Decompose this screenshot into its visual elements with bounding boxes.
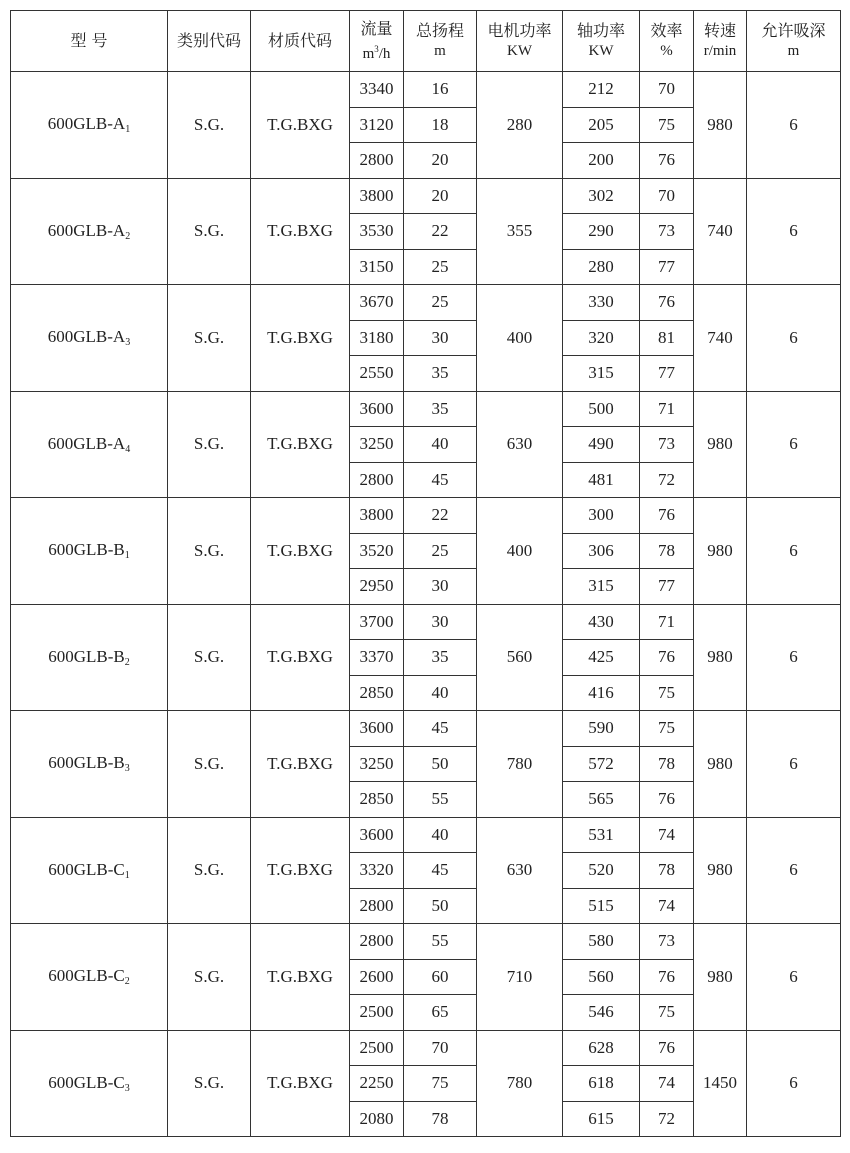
table-row: [11, 72, 841, 108]
model-cell: [11, 924, 168, 1031]
motor-power-cell: 710: [477, 924, 563, 1031]
flow-cell: 3370: [350, 640, 404, 676]
shaft-power-cell: 430: [563, 604, 640, 640]
header-flow-unit: $m^3/h$: [362, 43, 391, 62]
shaft-power-cell: 481: [563, 462, 640, 498]
model-cell: [11, 604, 168, 711]
model-cell: [11, 711, 168, 818]
table-row: [11, 285, 841, 321]
shaft-power-cell: 546: [563, 995, 640, 1031]
efficiency-cell: 73: [640, 427, 694, 463]
speed-cell: 980: [694, 817, 747, 924]
efficiency-cell: 78: [640, 746, 694, 782]
efficiency-cell: 76: [640, 782, 694, 818]
model-cell: [11, 178, 168, 285]
suction-cell: 6: [747, 285, 841, 392]
head-cell: 35: [404, 391, 477, 427]
shaft-power-cell: 560: [563, 959, 640, 995]
flow-cell: 3700: [350, 604, 404, 640]
category-cell: S.G.: [168, 711, 251, 818]
speed-cell: 740: [694, 285, 747, 392]
head-cell: 65: [404, 995, 477, 1031]
flow-cell: 3530: [350, 214, 404, 250]
model-code: 600GLB-A: [47, 433, 126, 453]
flow-cell: 2950: [350, 569, 404, 605]
header-suction-label: 允许吸深: [761, 21, 826, 40]
flow-cell: 3670: [350, 285, 404, 321]
material-cell: T.G.BXG: [251, 817, 350, 924]
head-cell: 35: [404, 640, 477, 676]
efficiency-cell: 72: [640, 1101, 694, 1137]
shaft-power-cell: 520: [563, 853, 640, 889]
material-cell: T.G.BXG: [251, 285, 350, 392]
model-subscript: 3: [124, 1082, 130, 1094]
speed-cell: 980: [694, 604, 747, 711]
efficiency-cell: 75: [640, 107, 694, 143]
header-head: [404, 11, 477, 72]
flow-cell: 3800: [350, 178, 404, 214]
model-code: 600GLB-B: [48, 540, 125, 560]
shaft-power-cell: 500: [563, 391, 640, 427]
model-code: 600GLB-A: [47, 114, 126, 134]
suction-cell: 6: [747, 391, 841, 498]
head-cell: 22: [404, 498, 477, 534]
flow-cell: 2080: [350, 1101, 404, 1137]
head-cell: 40: [404, 675, 477, 711]
efficiency-cell: 75: [640, 675, 694, 711]
category-cell: S.G.: [168, 178, 251, 285]
table-row: [11, 498, 841, 534]
shaft-power-cell: 306: [563, 533, 640, 569]
model-subscript: 1: [125, 124, 131, 136]
efficiency-cell: 76: [640, 498, 694, 534]
flow-cell: 3340: [350, 72, 404, 108]
header-shaft-power: [563, 11, 640, 72]
header-efficiency-unit: %: [660, 43, 673, 59]
model-subscript: 1: [124, 550, 130, 562]
efficiency-cell: 70: [640, 72, 694, 108]
model-subscript: 2: [124, 976, 130, 988]
flow-cell: 2550: [350, 356, 404, 392]
flow-cell: 3600: [350, 817, 404, 853]
model-subscript: 4: [125, 443, 131, 455]
motor-power-cell: 400: [477, 498, 563, 605]
material-cell: T.G.BXG: [251, 924, 350, 1031]
speed-cell: 1450: [694, 1030, 747, 1137]
efficiency-cell: 78: [640, 853, 694, 889]
efficiency-cell: 74: [640, 817, 694, 853]
model-subscript: 1: [124, 869, 130, 881]
shaft-power-cell: 315: [563, 356, 640, 392]
header-shaft-power-unit: KW: [588, 43, 614, 59]
shaft-power-cell: 425: [563, 640, 640, 676]
model-subscript: 2: [125, 230, 131, 242]
shaft-power-cell: 490: [563, 427, 640, 463]
shaft-power-cell: 205: [563, 107, 640, 143]
efficiency-cell: 76: [640, 959, 694, 995]
efficiency-cell: 74: [640, 888, 694, 924]
head-cell: 60: [404, 959, 477, 995]
head-cell: 16: [404, 72, 477, 108]
efficiency-cell: 77: [640, 356, 694, 392]
category-cell: S.G.: [168, 924, 251, 1031]
suction-cell: 6: [747, 178, 841, 285]
head-cell: 18: [404, 107, 477, 143]
flow-cell: 3520: [350, 533, 404, 569]
material-cell: T.G.BXG: [251, 72, 350, 179]
model-code: 600GLB-A: [47, 327, 126, 347]
shaft-power-cell: 212: [563, 72, 640, 108]
model-cell: [11, 72, 168, 179]
shaft-power-cell: 280: [563, 249, 640, 285]
head-cell: 78: [404, 1101, 477, 1137]
flow-cell: 3250: [350, 427, 404, 463]
flow-cell: 3150: [350, 249, 404, 285]
flow-cell: 2600: [350, 959, 404, 995]
material-cell: T.G.BXG: [251, 391, 350, 498]
material-cell: T.G.BXG: [251, 1030, 350, 1137]
head-cell: 40: [404, 427, 477, 463]
efficiency-cell: 71: [640, 391, 694, 427]
shaft-power-cell: 320: [563, 320, 640, 356]
model-subscript: 2: [124, 656, 130, 668]
material-cell: T.G.BXG: [251, 711, 350, 818]
shaft-power-cell: 572: [563, 746, 640, 782]
model-code: 600GLB-A: [47, 220, 126, 240]
efficiency-cell: 75: [640, 711, 694, 747]
flow-cell: 2800: [350, 143, 404, 179]
efficiency-cell: 76: [640, 1030, 694, 1066]
head-cell: 25: [404, 249, 477, 285]
header-speed: [694, 11, 747, 72]
model-cell: [11, 285, 168, 392]
head-cell: 50: [404, 888, 477, 924]
header-head-unit: m: [434, 43, 446, 59]
motor-power-cell: 630: [477, 817, 563, 924]
head-cell: 50: [404, 746, 477, 782]
model-code: 600GLB-C: [48, 966, 125, 986]
header-efficiency-label: 效率: [650, 21, 683, 40]
header-speed-label: 转速: [703, 21, 736, 40]
motor-power-cell: 355: [477, 178, 563, 285]
table-row: [11, 711, 841, 747]
category-cell: S.G.: [168, 391, 251, 498]
shaft-power-cell: 565: [563, 782, 640, 818]
flow-cell: 2800: [350, 462, 404, 498]
header-material-label: 材质代码: [267, 31, 332, 50]
model-code: 600GLB-B: [48, 753, 125, 773]
header-model-label: 型 号: [70, 31, 108, 50]
efficiency-cell: 71: [640, 604, 694, 640]
head-cell: 30: [404, 604, 477, 640]
efficiency-cell: 76: [640, 285, 694, 321]
efficiency-cell: 70: [640, 178, 694, 214]
flow-cell: 2850: [350, 675, 404, 711]
material-cell: T.G.BXG: [251, 604, 350, 711]
head-cell: 30: [404, 320, 477, 356]
suction-cell: 6: [747, 817, 841, 924]
flow-cell: 3180: [350, 320, 404, 356]
header-flow: [350, 11, 404, 72]
model-code: 600GLB-C: [48, 859, 125, 879]
speed-cell: 740: [694, 178, 747, 285]
header-category-label: 类别代码: [176, 31, 241, 50]
model-cell: [11, 498, 168, 605]
shaft-power-cell: 628: [563, 1030, 640, 1066]
efficiency-cell: 77: [640, 569, 694, 605]
table-body: [11, 72, 841, 1137]
model-code: 600GLB-C: [48, 1072, 125, 1092]
efficiency-cell: 81: [640, 320, 694, 356]
model-subscript: 3: [125, 337, 131, 349]
motor-power-cell: 630: [477, 391, 563, 498]
head-cell: 22: [404, 214, 477, 250]
flow-cell: 3320: [350, 853, 404, 889]
efficiency-cell: 78: [640, 533, 694, 569]
head-cell: 20: [404, 143, 477, 179]
head-cell: 20: [404, 178, 477, 214]
header-model: [11, 11, 168, 72]
head-cell: 30: [404, 569, 477, 605]
efficiency-cell: 75: [640, 995, 694, 1031]
motor-power-cell: 560: [477, 604, 563, 711]
table-row: [11, 924, 841, 960]
model-cell: [11, 817, 168, 924]
shaft-power-cell: 416: [563, 675, 640, 711]
table-row: [11, 1030, 841, 1066]
motor-power-cell: 780: [477, 711, 563, 818]
header-head-label: 总扬程: [415, 21, 464, 40]
model-subscript: 3: [124, 763, 130, 775]
flow-cell: 2800: [350, 924, 404, 960]
motor-power-cell: 780: [477, 1030, 563, 1137]
flow-cell: 3120: [350, 107, 404, 143]
speed-cell: 980: [694, 498, 747, 605]
header-motor-power: [477, 11, 563, 72]
table-row: [11, 178, 841, 214]
speed-cell: 980: [694, 72, 747, 179]
shaft-power-cell: 300: [563, 498, 640, 534]
flow-cell: 2500: [350, 1030, 404, 1066]
header-motor-power-label: 电机功率: [487, 21, 552, 40]
header-suction: [747, 11, 841, 72]
flow-cell: 2800: [350, 888, 404, 924]
shaft-power-cell: 330: [563, 285, 640, 321]
efficiency-cell: 76: [640, 640, 694, 676]
header-efficiency: [640, 11, 694, 72]
shaft-power-cell: 531: [563, 817, 640, 853]
suction-cell: 6: [747, 924, 841, 1031]
head-cell: 25: [404, 533, 477, 569]
speed-cell: 980: [694, 391, 747, 498]
efficiency-cell: 73: [640, 214, 694, 250]
header-row: [11, 11, 841, 72]
model-code: 600GLB-B: [48, 646, 125, 666]
table-row: [11, 604, 841, 640]
speed-cell: 980: [694, 711, 747, 818]
flow-cell: 3600: [350, 711, 404, 747]
model-cell: [11, 1030, 168, 1137]
suction-cell: 6: [747, 604, 841, 711]
flow-cell: 2500: [350, 995, 404, 1031]
pump-spec-table: [10, 10, 841, 1137]
head-cell: 45: [404, 711, 477, 747]
suction-cell: 6: [747, 711, 841, 818]
category-cell: S.G.: [168, 285, 251, 392]
efficiency-cell: 73: [640, 924, 694, 960]
motor-power-cell: 280: [477, 72, 563, 179]
efficiency-cell: 76: [640, 143, 694, 179]
shaft-power-cell: 315: [563, 569, 640, 605]
head-cell: 25: [404, 285, 477, 321]
model-cell: [11, 391, 168, 498]
motor-power-cell: 400: [477, 285, 563, 392]
category-cell: S.G.: [168, 817, 251, 924]
head-cell: 45: [404, 853, 477, 889]
head-cell: 40: [404, 817, 477, 853]
head-cell: 35: [404, 356, 477, 392]
suction-cell: 6: [747, 72, 841, 179]
category-cell: S.G.: [168, 1030, 251, 1137]
flow-cell: 3800: [350, 498, 404, 534]
header-suction-unit: m: [787, 43, 800, 59]
header-category: [168, 11, 251, 72]
head-cell: 45: [404, 462, 477, 498]
speed-cell: 980: [694, 924, 747, 1031]
header-speed-unit: r/min: [703, 43, 737, 59]
shaft-power-cell: 200: [563, 143, 640, 179]
efficiency-cell: 74: [640, 1066, 694, 1102]
efficiency-cell: 72: [640, 462, 694, 498]
header-material: [251, 11, 350, 72]
head-cell: 55: [404, 782, 477, 818]
flow-cell: 3600: [350, 391, 404, 427]
flow-cell: 2250: [350, 1066, 404, 1102]
flow-cell: 3250: [350, 746, 404, 782]
head-cell: 55: [404, 924, 477, 960]
category-cell: S.G.: [168, 604, 251, 711]
table-row: [11, 391, 841, 427]
header-shaft-power-label: 轴功率: [576, 21, 625, 40]
material-cell: T.G.BXG: [251, 498, 350, 605]
shaft-power-cell: 515: [563, 888, 640, 924]
head-cell: 75: [404, 1066, 477, 1102]
material-cell: T.G.BXG: [251, 178, 350, 285]
suction-cell: 6: [747, 1030, 841, 1137]
shaft-power-cell: 580: [563, 924, 640, 960]
table-row: [11, 817, 841, 853]
flow-cell: 2850: [350, 782, 404, 818]
header-flow-label: 流量: [360, 18, 393, 38]
shaft-power-cell: 290: [563, 214, 640, 250]
shaft-power-cell: 615: [563, 1101, 640, 1137]
head-cell: 70: [404, 1030, 477, 1066]
shaft-power-cell: 618: [563, 1066, 640, 1102]
shaft-power-cell: 590: [563, 711, 640, 747]
suction-cell: 6: [747, 498, 841, 605]
efficiency-cell: 77: [640, 249, 694, 285]
category-cell: S.G.: [168, 72, 251, 179]
category-cell: S.G.: [168, 498, 251, 605]
shaft-power-cell: 302: [563, 178, 640, 214]
header-motor-power-unit: KW: [507, 43, 532, 59]
